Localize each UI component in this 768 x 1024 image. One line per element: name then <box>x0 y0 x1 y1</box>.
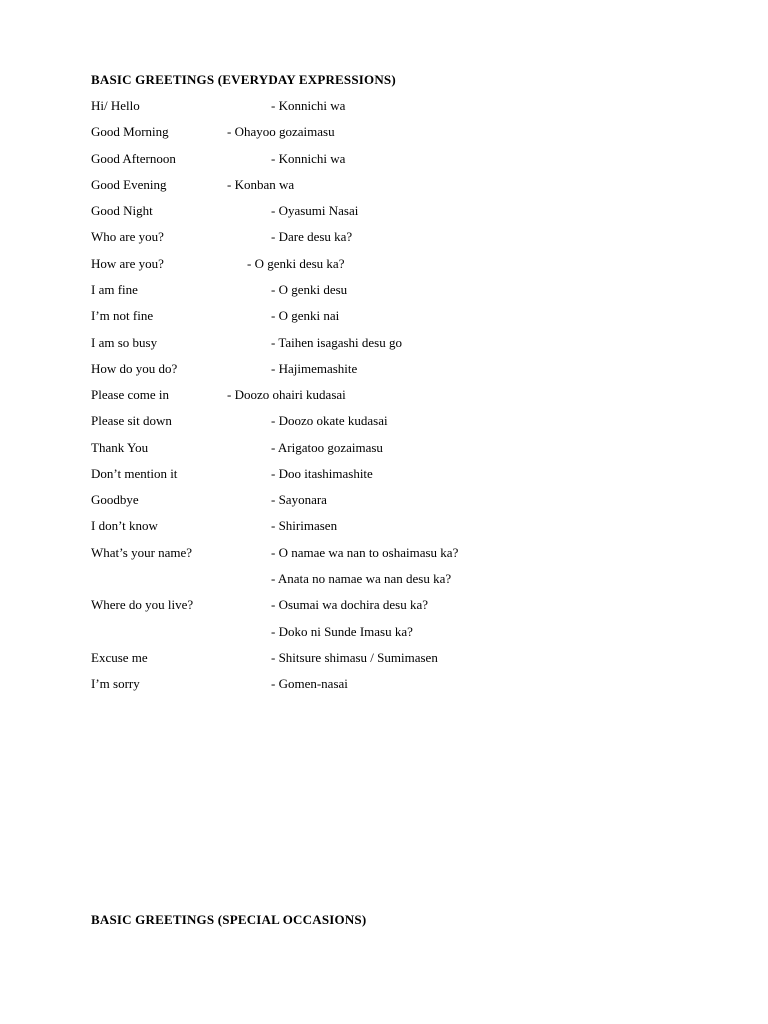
phrase-row <box>0 98 768 118</box>
japanese-phrase: - Doozo okate kudasai <box>271 413 388 428</box>
phrase-row <box>0 308 768 328</box>
english-phrase: Hi/ Hello <box>91 98 140 113</box>
phrase-row <box>0 440 768 460</box>
english-phrase: I am fine <box>91 282 138 297</box>
phrase-row <box>0 387 768 407</box>
japanese-phrase: - Anata no namae wa nan desu ka? <box>271 571 452 586</box>
english-phrase: Thank You <box>91 440 149 455</box>
japanese-phrase: - Gomen-nasai <box>271 676 348 691</box>
english-phrase: Who are you? <box>91 229 164 244</box>
japanese-phrase: - Oyasumi Nasai <box>271 203 359 218</box>
phrase-row <box>0 177 768 197</box>
english-phrase: Goodbye <box>91 492 139 507</box>
english-phrase: What’s your name? <box>91 545 193 560</box>
section-heading-special-occasions: BASIC GREETINGS (SPECIAL OCCASIONS) <box>91 912 367 927</box>
japanese-phrase: - Dare desu ka? <box>271 229 353 244</box>
phrase-row <box>0 203 768 223</box>
phrase-row <box>0 597 768 617</box>
japanese-phrase: - Doko ni Sunde Imasu ka? <box>271 624 413 639</box>
japanese-phrase: - Konban wa <box>227 177 295 192</box>
phrase-row <box>0 413 768 433</box>
japanese-phrase: - Doo itashimashite <box>271 466 373 481</box>
english-phrase: I am so busy <box>91 335 158 350</box>
japanese-phrase: - Arigatoo gozaimasu <box>271 440 383 455</box>
phrase-row <box>0 676 768 696</box>
english-phrase: Please sit down <box>91 413 172 428</box>
english-phrase: I’m not fine <box>91 308 154 323</box>
japanese-phrase: - Konnichi wa <box>271 151 346 166</box>
japanese-phrase: - Hajimemashite <box>271 361 358 376</box>
english-phrase: How do you do? <box>91 361 178 376</box>
section-heading-everyday: BASIC GREETINGS (EVERYDAY EXPRESSIONS) <box>91 72 396 87</box>
japanese-phrase: - Taihen isagashi desu go <box>271 335 402 350</box>
english-phrase: Don’t mention it <box>91 466 178 481</box>
english-phrase: Excuse me <box>91 650 148 665</box>
english-phrase: Good Night <box>91 203 153 218</box>
japanese-phrase: - Sayonara <box>271 492 327 507</box>
english-phrase: Good Evening <box>91 177 167 192</box>
english-phrase: Where do you live? <box>91 597 194 612</box>
phrase-row <box>0 492 768 512</box>
english-phrase: Please come in <box>91 387 169 402</box>
japanese-phrase: - Osumai wa dochira desu ka? <box>271 597 429 612</box>
phrase-row <box>0 124 768 144</box>
japanese-phrase: - O namae wa nan to oshaimasu ka? <box>271 545 459 560</box>
phrase-row <box>0 361 768 381</box>
phrase-row <box>0 545 768 565</box>
phrase-row <box>0 466 768 486</box>
phrase-row <box>0 518 768 538</box>
phrase-row <box>0 151 768 171</box>
phrase-row <box>0 256 768 276</box>
japanese-phrase: - Ohayoo gozaimasu <box>227 124 335 139</box>
phrase-row <box>0 650 768 670</box>
japanese-phrase: - Konnichi wa <box>271 98 346 113</box>
english-phrase: How are you? <box>91 256 164 271</box>
phrase-row <box>0 624 768 644</box>
english-phrase: I don’t know <box>91 518 158 533</box>
japanese-phrase: - Shitsure shimasu / Sumimasen <box>271 650 438 665</box>
english-phrase: Good Afternoon <box>91 151 176 166</box>
phrase-row <box>0 335 768 355</box>
japanese-phrase: - O genki desu ka? <box>247 256 345 271</box>
japanese-phrase: - Doozo ohairi kudasai <box>227 387 346 402</box>
english-phrase: Good Morning <box>91 124 169 139</box>
english-phrase: I’m sorry <box>91 676 140 691</box>
phrase-row <box>0 282 768 302</box>
phrase-row <box>0 571 768 591</box>
japanese-phrase: - O genki desu <box>271 282 348 297</box>
japanese-phrase: - Shirimasen <box>271 518 338 533</box>
phrase-row <box>0 229 768 249</box>
japanese-phrase: - O genki nai <box>271 308 340 323</box>
